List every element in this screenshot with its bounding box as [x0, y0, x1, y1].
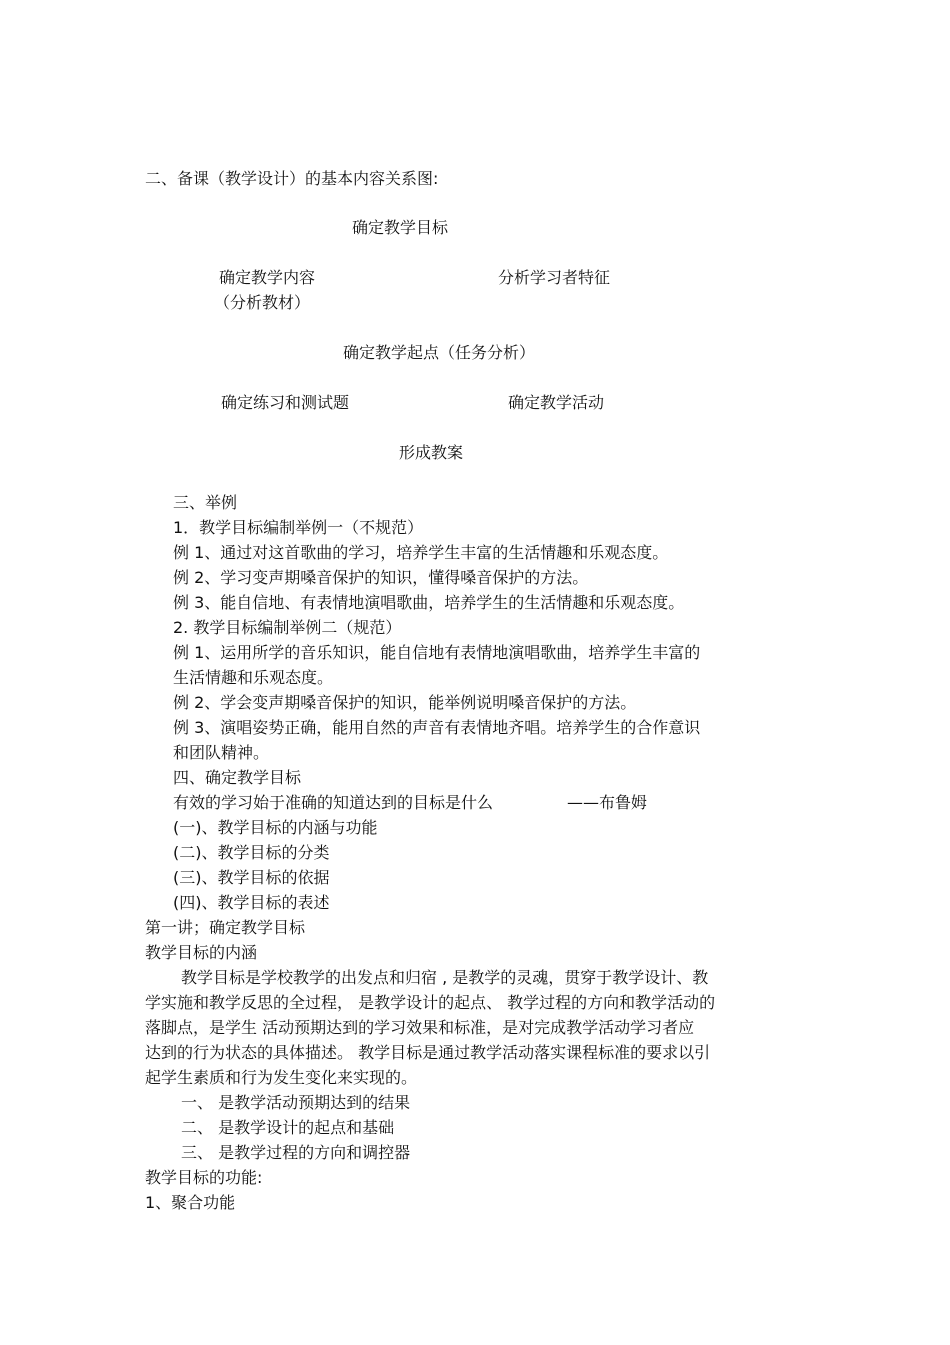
paragraph-line: 起学生素质和行为发生变化来实现的。: [145, 1068, 418, 1087]
diagram-node-content: 确定教学内容: [219, 268, 316, 287]
diagram-node-learners: 分析学习者特征: [498, 268, 611, 287]
diagram-node-content-note: （分析教材）: [214, 293, 311, 312]
diagram-node-objectives: 确定教学目标: [352, 218, 449, 237]
quote-author: ——布鲁姆: [567, 793, 648, 812]
example-1-2: 例 2、学习变声期嗓音保护的知识，懂得嗓音保护的方法。: [173, 568, 589, 587]
outline-item: (二)、教学目标的分类: [173, 843, 330, 862]
paragraph-line: 达到的行为状态的具体描述。 教学目标是通过教学活动落实课程标准的要求以引: [145, 1043, 711, 1062]
diagram-node-starting-point: 确定教学起点（任务分析）: [343, 343, 536, 362]
meaning-point: 一、 是教学活动预期达到的结果: [181, 1093, 411, 1112]
example-group-1-title: 1．教学目标编制举例一（不规范）: [173, 518, 424, 537]
paragraph-line: 教学目标是学校教学的出发点和归宿 , 是教学的灵魂，贯穿于教学设计、教: [181, 968, 709, 987]
meaning-point: 三、 是教学过程的方向和调控器: [181, 1143, 411, 1162]
meaning-point: 二、 是教学设计的起点和基础: [181, 1118, 395, 1137]
function-item: 1、聚合功能: [145, 1193, 236, 1212]
example-2-2: 例 2、学会变声期嗓音保护的知识，能举例说明嗓音保护的方法。: [173, 693, 637, 712]
diagram-node-exercises: 确定练习和测试题: [221, 393, 350, 412]
example-1-3: 例 3、能自信地、有表情地演唱歌曲，培养学生的生活情趣和乐观态度。: [173, 593, 685, 612]
example-2-3-line-1: 例 3、演唱姿势正确，能用自然的声音有表情地齐唱。培养学生的合作意识: [173, 718, 701, 737]
quote-text: 有效的学习始于准确的知道达到的目标是什么: [173, 793, 494, 812]
lecture-title: 第一讲；确定教学目标: [145, 918, 306, 937]
example-1-1: 例 1、通过对这首歌曲的学习，培养学生丰富的生活情趣和乐观态度。: [173, 543, 669, 562]
paragraph-line: 学实施和教学反思的全过程， 是教学设计的起点、 教学过程的方向和教学活动的: [145, 993, 716, 1012]
section-four-title: 四、确定教学目标: [173, 768, 302, 787]
outline-item: (一)、教学目标的内涵与功能: [173, 818, 378, 837]
outline-item: (四)、教学目标的表述: [173, 893, 330, 912]
paragraph-line: 落脚点，是学生 活动预期达到的学习效果和标准，是对完成教学活动学习者应: [145, 1018, 695, 1037]
example-group-2-title: 2. 教学目标编制举例二（规范）: [173, 618, 402, 637]
example-2-1-line-1: 例 1、运用所学的音乐知识，能自信地有表情地演唱歌曲，培养学生丰富的: [173, 643, 701, 662]
diagram-node-lesson-plan: 形成教案: [399, 443, 464, 462]
function-title: 教学目标的功能:: [145, 1168, 263, 1187]
section-two-heading: 二、备课（教学设计）的基本内容关系图:: [145, 169, 439, 188]
example-2-3-line-2: 和团队精神。: [173, 743, 270, 762]
example-2-1-line-2: 生活情趣和乐观态度。: [173, 668, 334, 687]
diagram-node-activities: 确定教学活动: [508, 393, 605, 412]
outline-item: (三)、教学目标的依据: [173, 868, 330, 887]
section-three-title: 三、举例: [173, 493, 238, 512]
lecture-subtitle: 教学目标的内涵: [145, 943, 258, 962]
